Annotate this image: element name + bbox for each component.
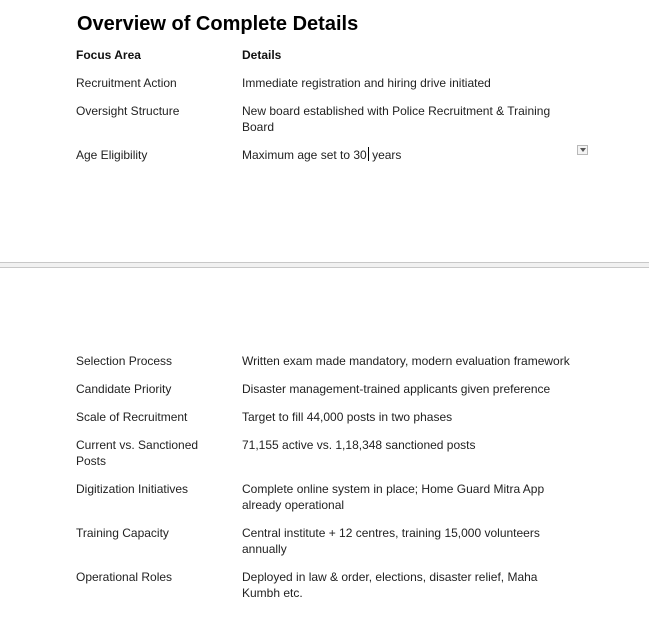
- cell-focus-area[interactable]: Candidate Priority: [76, 382, 172, 396]
- cell-focus-area[interactable]: Operational Roles: [76, 570, 173, 584]
- table-row: [70, 525, 581, 569]
- table-row: [70, 569, 581, 613]
- cell-focus-area[interactable]: Recruitment Action: [76, 76, 177, 90]
- table-row: [70, 75, 581, 103]
- cell-focus-area[interactable]: Current vs. Sanctioned Posts: [76, 438, 199, 468]
- cell-focus-area[interactable]: Selection Process: [76, 354, 173, 368]
- cell-details[interactable]: Disaster management-trained applicants given preference: [242, 382, 551, 396]
- cell-focus-area[interactable]: Training Capacity: [76, 526, 169, 540]
- cell-details[interactable]: New board established with Police Recruitment & Training Board: [242, 104, 551, 134]
- table-row: [70, 481, 581, 525]
- header-focus-area[interactable]: Focus Area: [76, 48, 141, 62]
- cell-focus-area[interactable]: Scale of Recruitment: [76, 410, 188, 424]
- cell-focus-area[interactable]: Age Eligibility: [76, 148, 148, 162]
- cell-details[interactable]: [236, 147, 581, 175]
- details-table-continued: [70, 353, 581, 613]
- cell-details[interactable]: Central institute + 12 centres, training 15,000 volunteers annually: [242, 526, 540, 556]
- document-page-1[interactable]: [0, 0, 649, 262]
- header-details[interactable]: Details: [242, 48, 282, 62]
- cell-text-after-cursor: years: [368, 148, 402, 162]
- cell-details[interactable]: Target to fill 44,000 posts in two phases: [242, 410, 453, 424]
- cell-text-before-cursor: Maximum age set to 30: [242, 148, 367, 162]
- table-row: [70, 147, 581, 175]
- table-header-row: [70, 47, 581, 75]
- cell-details[interactable]: Deployed in law & order, elections, disaster relief, Maha Kumbh etc.: [242, 570, 538, 600]
- cell-focus-area[interactable]: Digitization Initiatives: [76, 482, 189, 496]
- details-table: [70, 47, 581, 175]
- document-title[interactable]: Overview of Complete Details: [77, 13, 359, 35]
- table-row: [70, 381, 581, 409]
- cell-details[interactable]: Complete online system in place; Home Guard Mitra App already operational: [242, 482, 545, 512]
- cell-focus-area[interactable]: Oversight Structure: [76, 104, 180, 118]
- cell-details[interactable]: Immediate registration and hiring drive initiated: [242, 76, 491, 90]
- table-row: [70, 409, 581, 437]
- table-row: [70, 103, 581, 147]
- table-row: [70, 353, 581, 381]
- cell-dropdown-chevron-down-icon[interactable]: [577, 145, 588, 155]
- cell-details[interactable]: Written exam made mandatory, modern evaluation framework: [242, 354, 570, 368]
- cell-details[interactable]: 71,155 active vs. 1,18,348 sanctioned posts: [242, 438, 476, 452]
- table-row: [70, 437, 581, 481]
